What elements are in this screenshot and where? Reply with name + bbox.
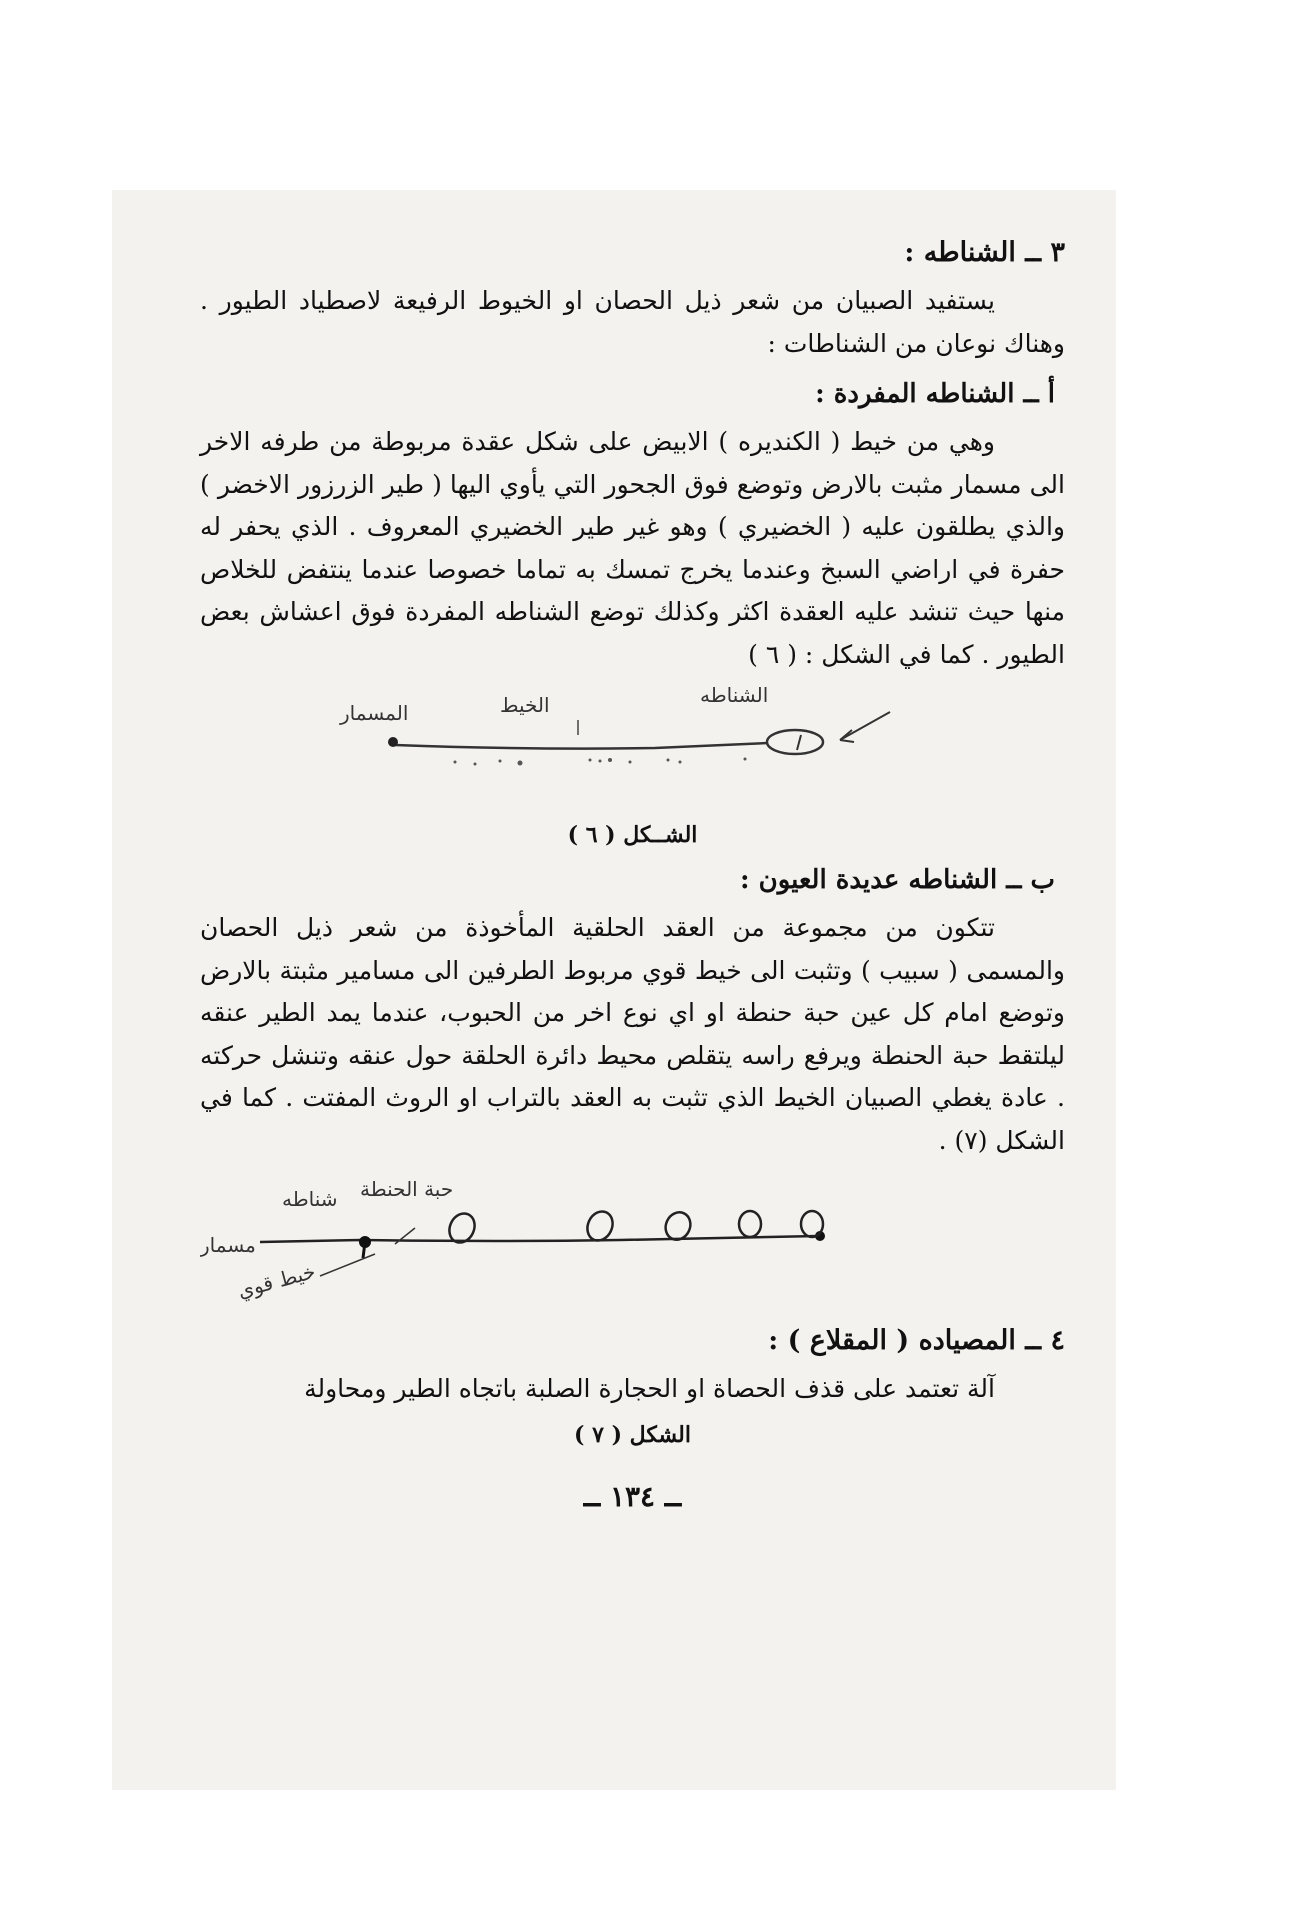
figure-6-nail-icon: [388, 737, 398, 747]
figure-7-label-grain: حبة الحنطة: [360, 1177, 454, 1201]
figure-7-label-snare: شناطه: [282, 1187, 338, 1211]
figure-7-thread-line: [260, 1236, 818, 1242]
figure-7-label-thread: خيط قوي: [235, 1259, 318, 1303]
subsection-b-text: تتكون من مجموعة من العقد الحلقية المأخوذة من شعر ذيل الحصان والمسمى ( سبيب ) وتثبت الى خيط قوي مربوط الطرفين الى مسامير مثبتة بالارض وتوضع امام كل عين حبة حنطة او اي نوع اخر من الحبوب، عندما يمد الطير عنقه ليلتقط حبة الحنطة ويرفع راسه يتقلص محيط دائرة الحلقة حول عنقه وتنشل حركته . عادة يغطي الصبيان الخيط الذي تثبت به العقد بالتراب او الروث المفتت . كما في الشكل (٧) .: [200, 913, 1065, 1155]
section-4-text: آلة تعتمد على قذف الحصاة او الحجارة الصلبة باتجاه الطير ومحاولة: [304, 1374, 995, 1403]
section-4-heading: ٤ ــ المصياده ( المقلاع ) :: [768, 1325, 1065, 1356]
figure-7-drawing: [200, 1166, 1065, 1316]
figure-7-caption: الشكل ( ٧ ): [574, 1421, 691, 1448]
figure-6-label-nail: المسمار: [340, 701, 409, 725]
subsection-b-heading: ب ــ الشناطه عديدة العيون :: [739, 865, 1055, 895]
page-number: ــ ١٣٤ ــ: [583, 1479, 682, 1513]
subsection-a-heading: أ ــ الشناطه المفردة :: [815, 379, 1055, 409]
figure-6-ground-specks: [454, 758, 747, 766]
figure-7-left-nail-pin: [363, 1242, 365, 1258]
section-3-heading: ٣ ــ الشناطه :: [904, 237, 1065, 268]
figure-7-label-nail: مسمار: [200, 1233, 256, 1257]
figure-6-caption: الشــكل ( ٦ ): [567, 822, 698, 848]
section-3-intro: يستفيد الصبيان من شعر ذيل الحصان او الخيوط الرفيعة لاصطياد الطيور . وهناك نوعان من الشناطات :: [200, 286, 1065, 358]
figure-6-label-snare: الشناطه: [700, 683, 769, 707]
figure-7-pointer-strokes: [320, 1228, 415, 1276]
figure-6-thread-line: [395, 743, 768, 749]
subsection-a-text: وهي من خيط ( الكنديره ) الابيض على شكل عقدة مربوطة من طرفه الاخر الى مسمار مثبت بالارض وتوضع فوق الجحور التي يأوي اليها ( طير الزرزور الاخضر ) والذي يطلقون عليه ( الخضيري ) وهو غير طير الخضيري المعروف . الذي يحفر له حفرة في اراضي السبخ وعندما يخرج تمسك به تماما خصوصا عندما ينتفض للخلاص منها حيث تنشد عليه العقدة اكثر وكذلك توضع الشناطه المفردة فوق اعشاش بعض الطيور . كما في الشكل : ( ٦ ): [200, 427, 1065, 669]
book-page: [200, 228, 1065, 1517]
figure-6-arrow-icon: [840, 712, 890, 742]
figure-6-loop-mark: [797, 735, 801, 750]
figure-6-label-thread: الخيط: [500, 693, 550, 717]
figure-6-snare-loop-icon: [767, 730, 823, 754]
figure-6-drawing: [200, 680, 1065, 815]
